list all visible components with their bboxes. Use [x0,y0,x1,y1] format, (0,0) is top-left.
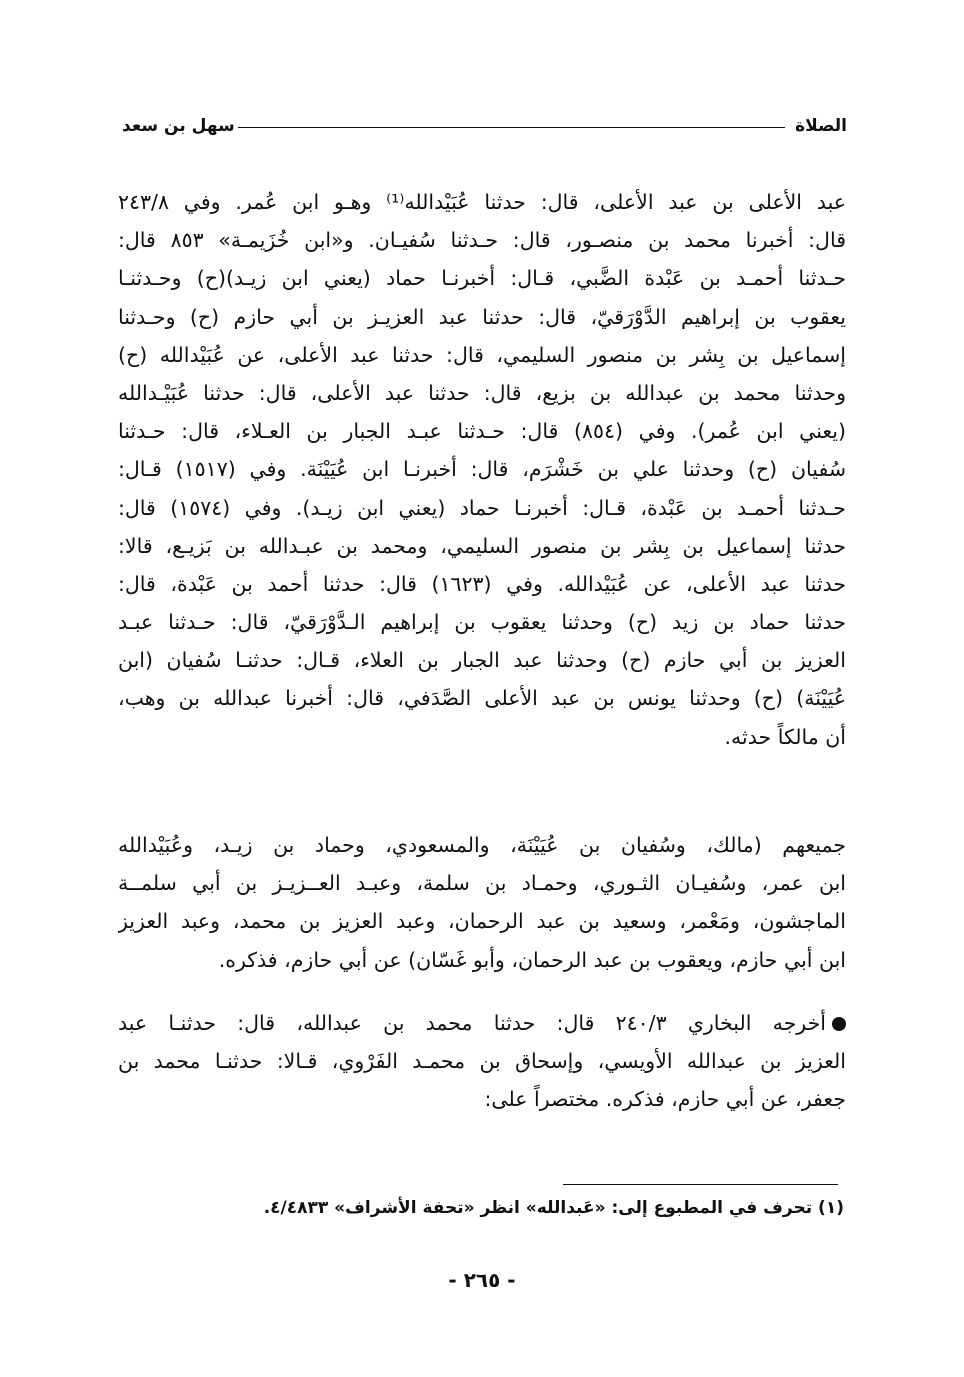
paragraph-bukhari-reference [118,1004,846,1119]
text-line: جعفر، عن أبي حازم، فذكره. مختصراً على: [484,1087,846,1112]
text-line: يعقوب بن إبراهيم الدَّوْرَقيّ، قال: حدثنا عبد العزيـز بن أبي حازم (ح) وحـدثنا [118,304,846,329]
text-line: وحدثنا محمد بن عبدالله بن بزيع، قال: حدثنا عبد الأعلى، قال: حدثنا عُبَيْـدالله [118,380,846,405]
book-title: سهل بن سعد [122,116,235,136]
text-line: العزيز بن عبدالله الأويسي، وإسحاق بن محمـد الفَرْوي، قـالا: حدثنـا محمد بن [118,1049,846,1074]
text-line: الماجشون، ومَعْمر، وسعيد بن عبد الرحمان، وعبد العزيز بن محمد، وعبد العزيز [118,909,846,934]
paragraph-hadith-chains [118,183,846,756]
text-line: حدثنا عبد الأعلى، عن عُبَيْدالله. وفي (١٦٢٣) قال: حدثنا أحمد بن عَبْدة، قال: [118,571,846,596]
text-line: قال: أخبرنا محمد بن منصـور، قال: حـدثنا سُفيـان. و«ابن خُزَيمـة» ٨٥٣ قال: [118,228,846,253]
text-line-with-bullet [118,1004,846,1042]
footnote-rule [563,1184,838,1185]
text-line: العزيز بن أبي حازم (ح) وحدثنا عبد الجبار بن العلاء، قـال: حدثنـا سُفيان (ابن [118,648,846,673]
text-line: جميعهم (مالك، وسُفيان بن عُيَيْنَة، والمسعودي، وحماد بن زيـد، وعُبَيْدالله [118,833,846,857]
running-header [122,112,847,142]
footnote: (١) تحرف في المطبوع إلى: «عَبدالله» انظر «تحفة الأشراف» ٤/٤٨٣٣. [263,1198,844,1218]
text-line: حـدثنا أحمـد بن عَبْدة الضَّبي، قـال: أخبرنـا حماد (يعني ابن زيـد)(ح) وحـدثنـا [118,266,846,291]
section-title: الصلاة [795,116,847,136]
paragraph-narrators-summary [118,826,846,979]
text-line: حدثنا حماد بن زيد (ح) وحدثنا يعقوب بن إبراهيم الـدَّوْرَقيّ، قال: حـدثنا عبـد [118,610,846,635]
text-line: عُيَيْنَة) (ح) وحدثنا يونس بن عبد الأعلى الصَّدَفي، قال: أخبرنا عبدالله بن وهب، [118,686,846,711]
page-number: - ٢٦٥ - [448,1268,516,1292]
bullet-icon [832,1017,846,1031]
text-line: أن مالكاً حدثه. [724,724,846,749]
text-line: عبد الأعلى بن عبد الأعلى، قال: حدثنا عُبَيْدالله⁽¹⁾ وهـو ابن عُمر. وفي ٢٤٣/٨ [118,190,846,214]
text-line: حـدثنا أحمـد بن عَبْدة، قـال: أخبرنـا حماد (يعني ابن زيـد). وفي (١٥٧٤) قال: [118,495,846,520]
text-line: ابن عمر، وسُفيـان الثـوري، وحمـاد بن سلمة، وعبـد العــزيـز بن أبي سلمــة [118,871,846,896]
text-line: ابن أبي حازم، ويعقوب بن عبد الرحمان، وأبو غَسّان) عن أبي حازم، فذكره. [218,947,846,972]
text-line: حدثنا إسماعيل بن بِشر بن منصور السليمي، ومحمد بن عبـدالله بن بَزيـع، قالا: [118,533,846,558]
header-rule [238,127,785,128]
text-line: (يعني ابن عُمر). وفي (٨٥٤) قال: حـدثنا عبـد الجبار بن العـلاء، قال: حـدثنا [118,419,846,444]
text-line: إسماعيل بن بِشر بن منصور السليمي، قال: حدثنا عبد الأعلى، عن عُبَيْدالله (ح) [118,342,846,367]
text-line: أخرجه البخاري ٢٤٠/٣ قال: حدثنا محمد بن عبدالله، قال: حدثنـا عبد [118,1011,826,1035]
text-line: سُفيان (ح) وحدثنا علي بن خَشْرَم، قال: أخبرنـا ابن عُيَيْنَة. وفي (١٥١٧) قـال: [118,457,846,482]
